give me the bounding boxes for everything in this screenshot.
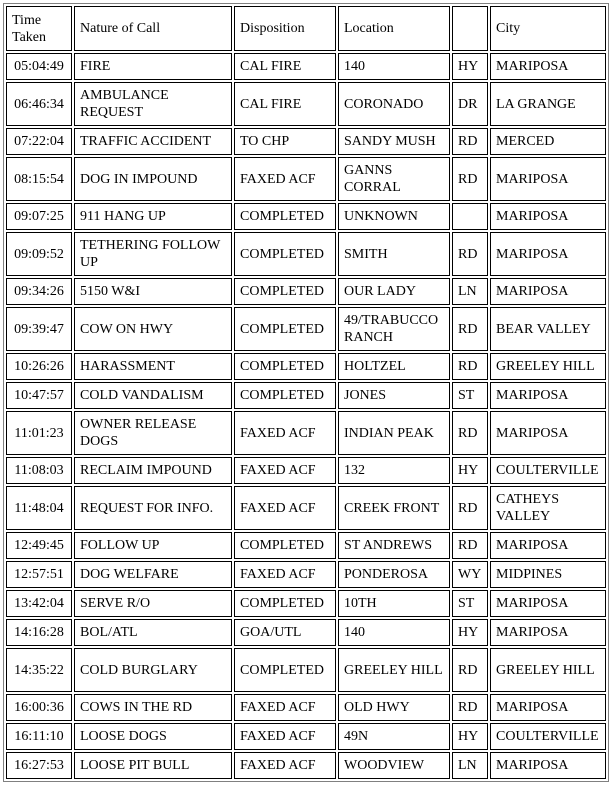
cell-disposition: COMPLETED [234, 232, 336, 276]
table-row [6, 82, 606, 126]
cell-location: 49/TRABUCCO RANCH [338, 307, 450, 351]
cell-location: SMITH [338, 232, 450, 276]
cell-city: GREELEY HILL [490, 353, 606, 380]
table-row [6, 157, 606, 201]
cell-location: HOLTZEL [338, 353, 450, 380]
cell-nature: FOLLOW UP [74, 532, 232, 559]
table-row [6, 411, 606, 455]
cell-city: MERCED [490, 128, 606, 155]
cell-time: 12:49:45 [6, 532, 72, 559]
cell-nature: COW ON HWY [74, 307, 232, 351]
table-row [6, 694, 606, 721]
cell-time: 11:01:23 [6, 411, 72, 455]
cell-city: MARIPOSA [490, 382, 606, 409]
cell-city: LA GRANGE [490, 82, 606, 126]
table-row [6, 278, 606, 305]
cell-suffix: RD [452, 232, 488, 276]
table-row [6, 457, 606, 484]
table-row [6, 232, 606, 276]
cell-time: 07:22:04 [6, 128, 72, 155]
header-location: Location [338, 6, 450, 51]
cell-nature: FIRE [74, 53, 232, 80]
table-row [6, 619, 606, 646]
header-row [6, 6, 606, 51]
cell-city: MARIPOSA [490, 532, 606, 559]
cell-suffix: WY [452, 561, 488, 588]
cell-suffix: HY [452, 457, 488, 484]
cell-nature: HARASSMENT [74, 353, 232, 380]
cell-nature: COWS IN THE RD [74, 694, 232, 721]
cell-disposition: COMPLETED [234, 382, 336, 409]
header-disposition: Disposition [234, 6, 336, 51]
cell-disposition: FAXED ACF [234, 723, 336, 750]
cell-location: CORONADO [338, 82, 450, 126]
cell-nature: AMBULANCE REQUEST [74, 82, 232, 126]
cell-nature: DOG WELFARE [74, 561, 232, 588]
cell-location: UNKNOWN [338, 203, 450, 230]
cell-nature: 911 HANG UP [74, 203, 232, 230]
cell-time: 09:09:52 [6, 232, 72, 276]
cell-disposition: COMPLETED [234, 532, 336, 559]
cell-time: 11:48:04 [6, 486, 72, 530]
cell-disposition: FAXED ACF [234, 157, 336, 201]
table-row [6, 53, 606, 80]
header-suffix [452, 6, 488, 51]
cell-disposition: FAXED ACF [234, 411, 336, 455]
cell-location: GANNS CORRAL [338, 157, 450, 201]
cell-nature: LOOSE PIT BULL [74, 752, 232, 779]
cell-nature: BOL/ATL [74, 619, 232, 646]
cell-disposition: CAL FIRE [234, 82, 336, 126]
cell-suffix: ST [452, 382, 488, 409]
cell-location: 132 [338, 457, 450, 484]
cell-city: MARIPOSA [490, 157, 606, 201]
table-row [6, 353, 606, 380]
cell-location: SANDY MUSH [338, 128, 450, 155]
cell-city: GREELEY HILL [490, 648, 606, 692]
table-row [6, 561, 606, 588]
cell-suffix: RD [452, 157, 488, 201]
cell-city: MARIPOSA [490, 619, 606, 646]
table-row [6, 382, 606, 409]
header-city: City [490, 6, 606, 51]
cell-disposition: COMPLETED [234, 307, 336, 351]
cell-time: 08:15:54 [6, 157, 72, 201]
cell-suffix: HY [452, 723, 488, 750]
cell-disposition: CAL FIRE [234, 53, 336, 80]
cell-suffix: RD [452, 532, 488, 559]
cell-time: 16:00:36 [6, 694, 72, 721]
table-row [6, 532, 606, 559]
cell-disposition: COMPLETED [234, 648, 336, 692]
call-log-table [3, 3, 609, 782]
cell-time: 10:26:26 [6, 353, 72, 380]
cell-disposition: FAXED ACF [234, 694, 336, 721]
cell-suffix [452, 203, 488, 230]
cell-nature: TRAFFIC ACCIDENT [74, 128, 232, 155]
cell-time: 14:16:28 [6, 619, 72, 646]
cell-city: MARIPOSA [490, 590, 606, 617]
cell-time: 16:11:10 [6, 723, 72, 750]
cell-location: ST ANDREWS [338, 532, 450, 559]
cell-suffix: HY [452, 53, 488, 80]
cell-disposition: COMPLETED [234, 278, 336, 305]
cell-nature: TETHERING FOLLOW UP [74, 232, 232, 276]
cell-city: MARIPOSA [490, 752, 606, 779]
cell-nature: DOG IN IMPOUND [74, 157, 232, 201]
cell-suffix: RD [452, 648, 488, 692]
cell-location: JONES [338, 382, 450, 409]
cell-location: 140 [338, 619, 450, 646]
cell-disposition: COMPLETED [234, 590, 336, 617]
cell-location: OUR LADY [338, 278, 450, 305]
cell-suffix: DR [452, 82, 488, 126]
cell-time: 11:08:03 [6, 457, 72, 484]
cell-time: 09:39:47 [6, 307, 72, 351]
cell-city: CATHEYS VALLEY [490, 486, 606, 530]
cell-disposition: COMPLETED [234, 353, 336, 380]
cell-nature: COLD BURGLARY [74, 648, 232, 692]
cell-location: CREEK FRONT [338, 486, 450, 530]
cell-location: GREELEY HILL [338, 648, 450, 692]
cell-disposition: FAXED ACF [234, 752, 336, 779]
table-row [6, 752, 606, 779]
cell-city: BEAR VALLEY [490, 307, 606, 351]
cell-time: 09:07:25 [6, 203, 72, 230]
cell-suffix: LN [452, 752, 488, 779]
cell-suffix: HY [452, 619, 488, 646]
cell-suffix: ST [452, 590, 488, 617]
table-row [6, 648, 606, 692]
cell-suffix: RD [452, 128, 488, 155]
cell-nature: 5150 W&I [74, 278, 232, 305]
cell-time: 14:35:22 [6, 648, 72, 692]
cell-suffix: LN [452, 278, 488, 305]
cell-nature: LOOSE DOGS [74, 723, 232, 750]
cell-time: 12:57:51 [6, 561, 72, 588]
header-nature: Nature of Call [74, 6, 232, 51]
cell-suffix: RD [452, 411, 488, 455]
cell-location: 140 [338, 53, 450, 80]
cell-time: 16:27:53 [6, 752, 72, 779]
table-row [6, 486, 606, 530]
cell-disposition: FAXED ACF [234, 457, 336, 484]
cell-time: 05:04:49 [6, 53, 72, 80]
cell-nature: REQUEST FOR INFO. [74, 486, 232, 530]
table-row [6, 128, 606, 155]
cell-city: MARIPOSA [490, 411, 606, 455]
cell-time: 09:34:26 [6, 278, 72, 305]
cell-nature: SERVE R/O [74, 590, 232, 617]
cell-nature: OWNER RELEASE DOGS [74, 411, 232, 455]
cell-city: MARIPOSA [490, 278, 606, 305]
cell-disposition: FAXED ACF [234, 486, 336, 530]
header-time: Time Taken [6, 6, 72, 51]
cell-location: 10TH [338, 590, 450, 617]
table-row [6, 203, 606, 230]
cell-city: MARIPOSA [490, 694, 606, 721]
cell-location: OLD HWY [338, 694, 450, 721]
cell-location: WOODVIEW [338, 752, 450, 779]
cell-city: MARIPOSA [490, 203, 606, 230]
cell-suffix: RD [452, 307, 488, 351]
cell-time: 13:42:04 [6, 590, 72, 617]
cell-suffix: RD [452, 353, 488, 380]
cell-time: 10:47:57 [6, 382, 72, 409]
cell-nature: COLD VANDALISM [74, 382, 232, 409]
cell-city: COULTERVILLE [490, 723, 606, 750]
table-row [6, 307, 606, 351]
cell-city: COULTERVILLE [490, 457, 606, 484]
cell-disposition: COMPLETED [234, 203, 336, 230]
cell-city: MARIPOSA [490, 53, 606, 80]
cell-disposition: GOA/UTL [234, 619, 336, 646]
cell-suffix: RD [452, 694, 488, 721]
table-row [6, 590, 606, 617]
cell-location: PONDEROSA [338, 561, 450, 588]
cell-time: 06:46:34 [6, 82, 72, 126]
cell-suffix: RD [452, 486, 488, 530]
cell-location: INDIAN PEAK [338, 411, 450, 455]
cell-disposition: TO CHP [234, 128, 336, 155]
cell-city: MIDPINES [490, 561, 606, 588]
cell-nature: RECLAIM IMPOUND [74, 457, 232, 484]
table-row [6, 723, 606, 750]
cell-disposition: FAXED ACF [234, 561, 336, 588]
cell-city: MARIPOSA [490, 232, 606, 276]
cell-location: 49N [338, 723, 450, 750]
